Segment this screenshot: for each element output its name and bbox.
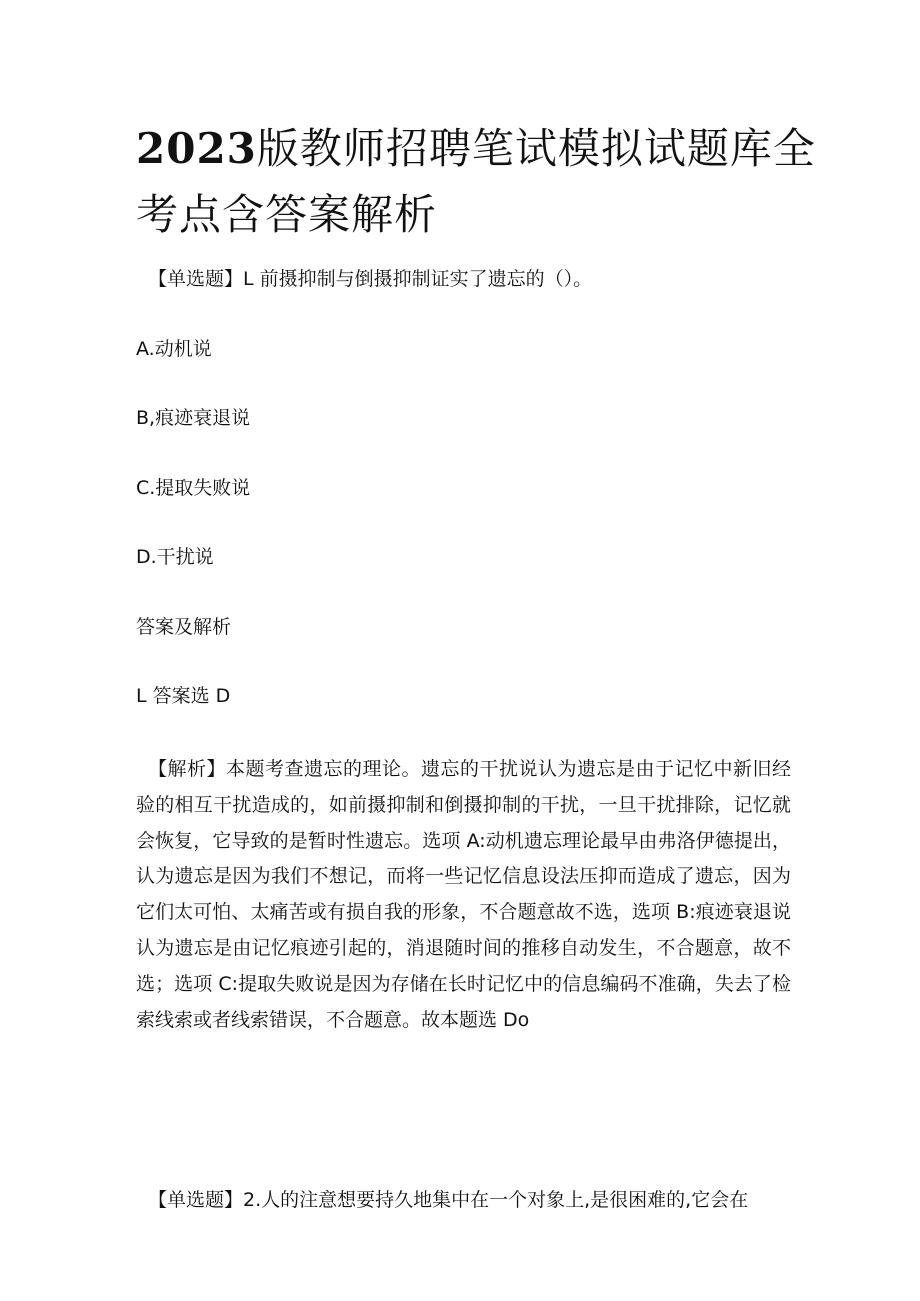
- question-2-stem: 【单选题】2.人的注意想要持久地集中在一个对象上,是很困难的,它会在: [148, 1189, 749, 1211]
- option-a: A.动机说: [136, 338, 212, 360]
- answer-heading: 答案及解析: [136, 616, 232, 638]
- title-year: 2023: [136, 124, 257, 173]
- explanation-paragraph: 【解析】本题考查遗忘的理论。遗忘的干扰说认为遗忘是由于记忆中新旧经验的相互干扰造成的，如前摄抑制和倒摄抑制的干扰，一旦干扰排除，记忆就会恢复，它导致的是暂时性遗忘。选项 A:动机遗忘理论最早由弗洛伊德提出，认为遗忘是因为我们不想记，而将一些记忆信息设法压抑而造成了遗忘，因为它们太可怕、太痛苦或有损自我的形象，不合题意故不选，选项 B:痕迹衰退说认为遗忘是由记忆痕迹引起的，消退随时间的推移自动发生，不合题意，故不选；选项 C:提取失败说是因为存储在长时记忆中的信息编码不准确，失去了检索线索或者线索错误，不合题意。故本题选 Do: [136, 758, 791, 1031]
- option-b: B,痕迹衰退说: [136, 407, 251, 429]
- option-c: C.提取失败说: [136, 477, 251, 499]
- answer-line: L 答案选 D: [136, 685, 231, 707]
- title-text: 版教师招聘笔试模拟试题库全考点含答案解析: [136, 124, 816, 239]
- document-title: [136, 116, 816, 248]
- question-1-stem: 【单选题】L 前摄抑制与倒摄抑制证实了遗忘的（）。: [148, 268, 593, 290]
- option-d: D.干扰说: [136, 546, 214, 568]
